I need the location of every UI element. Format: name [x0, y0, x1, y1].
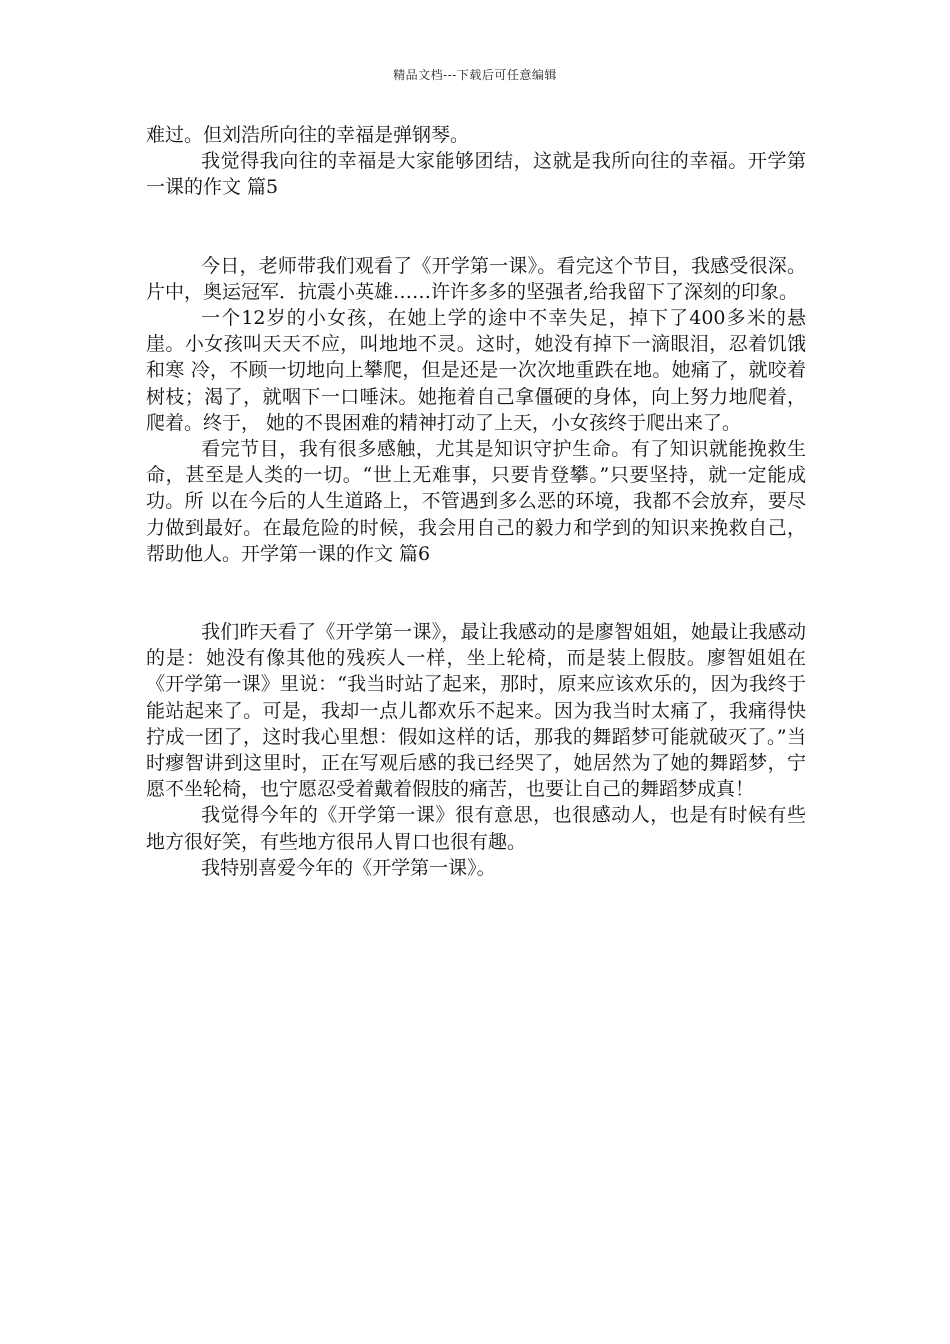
paragraph: 看完节目，我有很多感触，尤其是知识守护生命。有了知识就能挽救生命，甚至是人类的一切。“世上无难事，只要肯登攀。”只要坚持，就一定能成功。所 以在今后的人生道路上，不管遇到多么恶的环境，我都不会放弃，要尽力做到最好。在最危险的时候，我会用自己的毅力和学到的知识来挽救自己，帮助他人。开学第一课的作文 篇6 — [146, 438, 806, 565]
paragraph: 今日，老师带我们观看了《开学第一课》。看完这个节目，我感受很深。片中，奥运冠军．抗震小英雄……许许多多的坚强者,给我留下了深刻的印象。 — [146, 254, 806, 303]
paragraph-continuation: 难过。但刘浩所向往的幸福是弹钢琴。 — [146, 124, 470, 146]
paragraph: 一个12岁的小女孩，在她上学的途中不幸失足，掉下了400多米的悬崖。小女孩叫天天不应，叫地地不灵。这时，她没有掉下一滴眼泪，忍着饥饿和寒 冷，不顾一切地向上攀爬，但是还是一次次地重跌在地。她痛了，就咬着树枝；渴了，就咽下一口唾沫。她拖着自己拿僵硬的身体，向上努力地爬着，爬着。终于， 她的不畏困难的精神打动了上天，小女孩终于爬出来了。 — [146, 307, 806, 434]
page-header: 精品文档---下载后可任意编辑 — [393, 68, 557, 82]
paragraph-gap — [146, 201, 806, 253]
paragraph: 我们昨天看了《开学第一课》，最让我感动的是廖智姐姐，她最让我感动的是：她没有像其他的残疾人一样，坐上轮椅，而是装上假肢。廖智姐姐在《开学第一课》里说：“我当时站了起来，那时，原来应该欢乐的，因为我终于能站起来了。可是，我却一点儿都欢乐不起来。因为我当时太痛了，我痛得快拧成一团了，这时我心里想：假如这样的话，那我的舞蹈梦可能就破灭了。”当时瘳智讲到这里时，正在写观后感的我已经哭了，她居然为了她的舞蹈梦，宁愿不坐轮椅，也宁愿忍受着戴着假肢的痛苦，也要让自己的舞蹈梦成真！ — [146, 621, 806, 801]
paragraph: 我特别喜爱今年的《开学第一课》。 — [201, 856, 496, 879]
document-body — [146, 122, 806, 881]
paragraph: 我觉得今年的《开学第一课》很有意思，也很感动人，也是有时候有些地方很好笑，有些地方很吊人胃口也很有趣。 — [146, 804, 806, 853]
paragraph-gap — [146, 567, 806, 619]
paragraph: 我觉得我向往的幸福是大家能够团结，这就是我所向往的幸福。开学第一课的作文 篇5 — [146, 150, 806, 199]
